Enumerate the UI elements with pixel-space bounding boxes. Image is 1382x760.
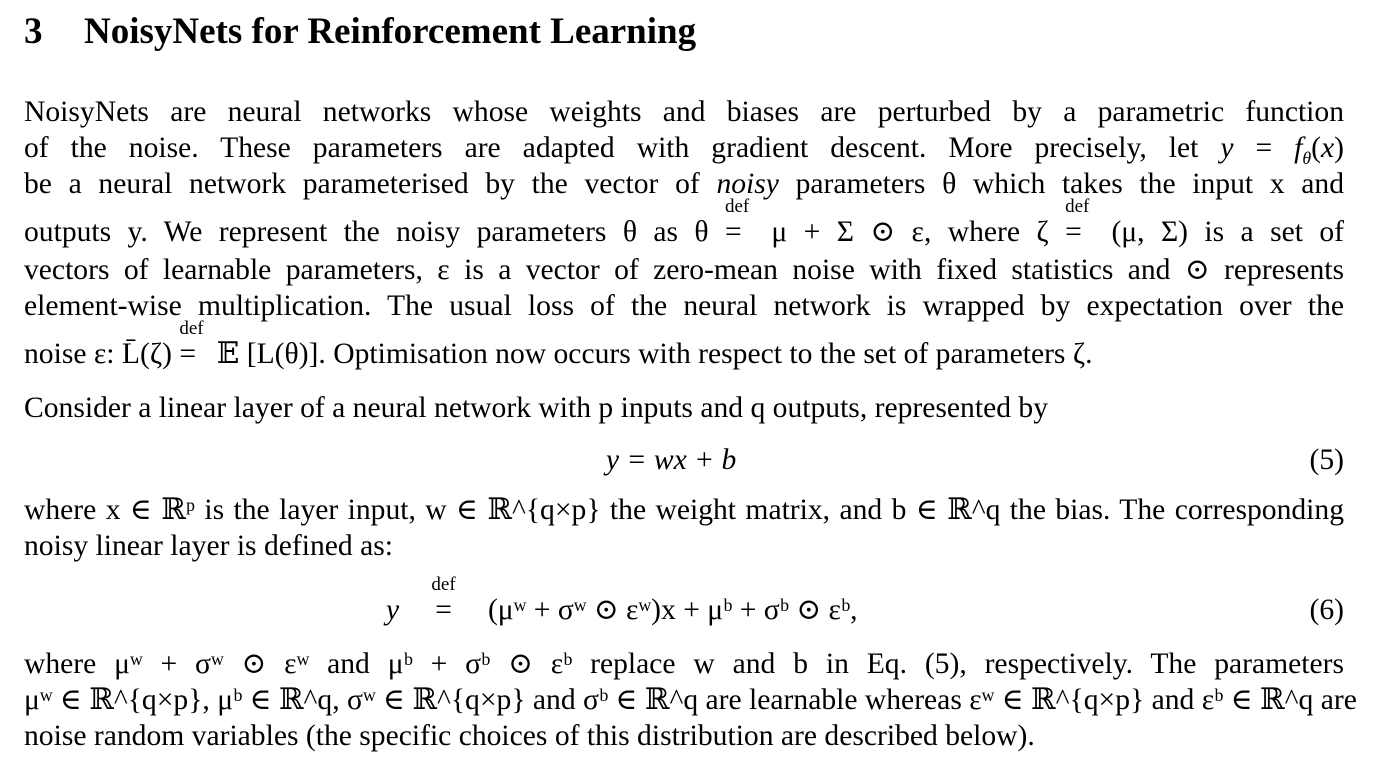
paragraph1-line4-a: outputs y. We represent the noisy parameters θ as θ: [24, 216, 709, 248]
paragraph4-line3: noise random variables (the specific choices of this distribution are described below).: [24, 720, 1035, 752]
paragraph1-line7-a: noise ε: L̄(ζ): [24, 338, 172, 370]
paragraph3-line1: where x ∈ ℝᵖ is the layer input, w ∈ ℝ^{q×p} the weight matrix, and b ∈ ℝ^q the bias. The corresponding: [24, 494, 1344, 526]
equation-5-body: y = wx + b: [606, 444, 737, 476]
paragraph1-line4: [24, 196, 1344, 250]
paragraph4-line1: where μʷ + σʷ ⊙ εʷ and μᵇ + σᵇ ⊙ εᵇ replace w and b in Eq. (5), respectively. The parameters: [24, 648, 1344, 680]
equation-6: [386, 574, 858, 628]
paragraph1-line7: [24, 318, 1344, 372]
paragraph1-line3-rest: parameters θ which takes the input x and: [795, 168, 1344, 200]
paragraph1-line4-c: (μ, Σ) is a set of: [1111, 216, 1344, 248]
paragraph1-line6: element-wise multiplication. The usual loss of the neural network is wrapped by expectation over the: [24, 290, 1344, 322]
paragraph1-line1: NoisyNets are neural networks whose weights and biases are perturbed by a parametric function: [24, 96, 1344, 128]
equation-5-number: (5): [1309, 444, 1344, 476]
section-title: NoisyNets for Reinforcement Learning: [84, 11, 697, 52]
def-equals-symbol: def =: [431, 574, 456, 626]
equation-6-rhs: (μʷ + σʷ ⊙ εʷ)x + μᵇ + σᵇ ⊙ εᵇ,: [487, 594, 858, 626]
equation-6-lhs: y: [386, 594, 400, 626]
equation-6-number: (6): [1309, 594, 1344, 626]
noisy-emphasis: noisy: [716, 168, 779, 200]
def-equals-symbol: def =: [1065, 196, 1090, 248]
paragraph1-line5: vectors of learnable parameters, ε is a vector of zero-mean noise with fixed statistics and ⊙ represents: [24, 254, 1344, 286]
paragraph2-line1: Consider a linear layer of a neural network with p inputs and q outputs, represented by: [24, 392, 1048, 424]
paragraph1-line4-b: μ + Σ ⊙ ε, where ζ: [771, 216, 1049, 248]
paragraph1-line7-b: 𝔼 [L(θ)]. Optimisation now occurs with respect to the set of parameters ζ.: [216, 338, 1093, 370]
paragraph1-line3-text: be a neural network parameterised by the vector of: [24, 168, 700, 200]
section-number: 3: [24, 11, 43, 52]
paragraph4-line2: μʷ ∈ ℝ^{q×p}, μᵇ ∈ ℝ^q, σʷ ∈ ℝ^{q×p} and σᵇ ∈ ℝ^q are learnable whereas εʷ ∈ ℝ^{q×p} and εᵇ ∈ ℝ^q are: [24, 684, 1357, 716]
section-heading: [24, 10, 696, 54]
paragraph1-line2-text: of the noise. These parameters are adapted with gradient descent. More precisely, let: [24, 132, 1199, 164]
def-equals-symbol: def =: [179, 318, 204, 370]
equation-5: [606, 442, 736, 478]
paragraph3-line2: noisy linear layer is defined as:: [24, 530, 393, 562]
paragraph1-line3: [24, 166, 1344, 202]
def-equals-symbol: def =: [725, 196, 750, 248]
inline-math-y-f: $y = f_\theta(x)$: [1220, 132, 1344, 168]
